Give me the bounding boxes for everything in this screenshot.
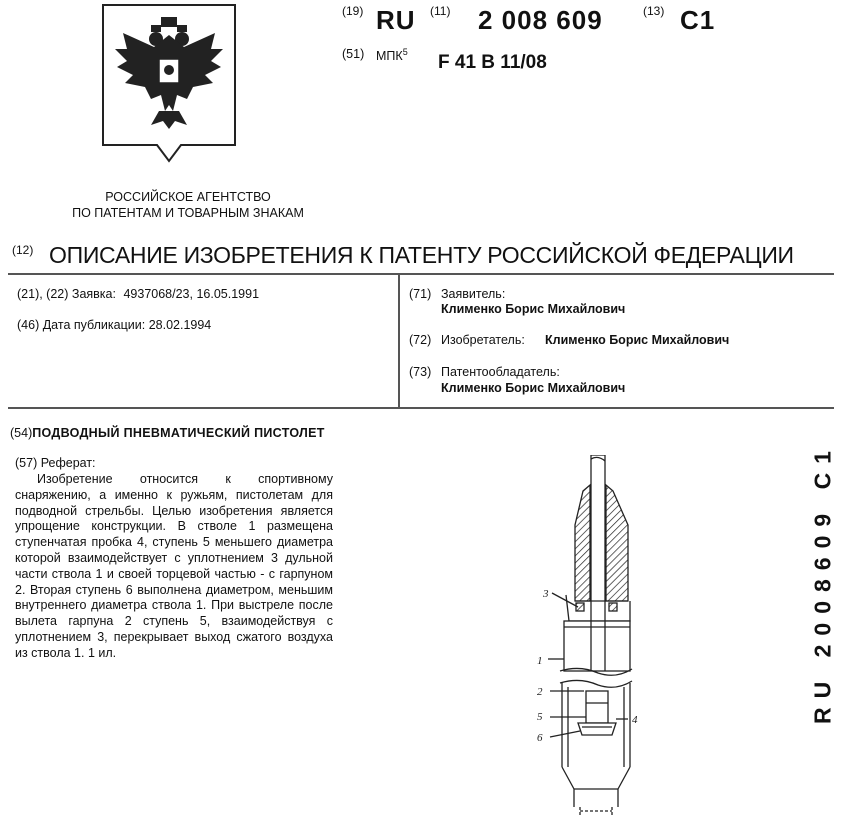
applicant-name: Клименко Борис Михайлович <box>441 302 626 316</box>
owner-label: Патентообладатель: <box>441 365 560 379</box>
application-field <box>17 287 259 301</box>
abstract-label: Реферат: <box>40 456 96 470</box>
agency-line-2: ПО ПАТЕНТАМ И ТОВАРНЫМ ЗНАКАМ <box>72 206 304 220</box>
inid-code-57: (57) <box>15 456 38 470</box>
abstract-text: Изобретение относится к спортивному снаряжению, а именно к ружьям, пистолетам для подводной стрельбы. Целью изобретения является упрощение конструкции. В стволе 1 размещена ступенчатая пробка 4, ступень 5 меньшего диаметра которой взаимодействует с уплотнением 3 дульной части ствола 1 и своей торцевой частью - с гарпуном 2. Вторая ступень 6 выполнена диаметром, меньшим внутреннего диаметра ствола 1. При выстреле после вылета гарпуна 2 ступень 5, взаимодействуя с уплотнением 3, перекрывает выход сжатого воздуха из ствола 1. 1 ил. <box>15 472 333 660</box>
owner-name: Клименко Борис Михайлович <box>441 381 626 395</box>
patent-number: 2 008 609 <box>478 5 603 35</box>
ipc-label: МПК$^5$ <box>376 47 408 64</box>
vertical-patent-id <box>803 418 843 748</box>
vertical-patent-id-text: RU 2008609 C1 <box>809 442 836 724</box>
country-code: RU <box>376 5 416 35</box>
publication-code: (46) <box>17 318 40 332</box>
column-divider <box>398 274 400 408</box>
application-code: (21), (22) <box>17 287 69 301</box>
inventor-code: (72) <box>409 333 432 347</box>
publication-value: 28.02.1994 <box>148 318 212 332</box>
agency-line-1: РОССИЙСКОЕ АГЕНТСТВО <box>105 190 271 204</box>
inid-code-11: (11) <box>430 4 451 18</box>
application-value: 4937068/23, 16.05.1991 <box>123 287 260 301</box>
application-label: Заявка: <box>71 287 116 301</box>
bottom-divider <box>8 407 834 409</box>
callout-2: 2 <box>537 686 543 698</box>
callout-5: 5 <box>537 711 543 723</box>
callout-6: 6 <box>537 732 543 744</box>
invention-title-field <box>10 426 325 440</box>
publication-field <box>17 318 211 332</box>
inid-code-51: (51) <box>342 47 365 61</box>
inid-code-12: (12) <box>12 243 34 257</box>
inid-code-19: (19) <box>342 4 364 18</box>
applicant-label: Заявитель: <box>441 287 506 301</box>
callout-4: 4 <box>632 714 638 726</box>
publication-label: Дата публикации: <box>42 318 146 332</box>
top-divider <box>8 273 834 275</box>
inid-code-54: (54) <box>10 426 33 440</box>
inventor-label: Изобретатель: <box>441 333 525 347</box>
applicant-code: (71) <box>409 287 432 301</box>
ipc-class: F 41 B 11/08 <box>438 52 547 73</box>
document-title: ОПИСАНИЕ ИЗОБРЕТЕНИЯ К ПАТЕНТУ РОССИЙСКОЙ ФЕДЕРАЦИИ <box>49 242 794 268</box>
owner-code: (73) <box>409 365 432 379</box>
invention-title: ПОДВОДНЫЙ ПНЕВМАТИЧЕСКИЙ ПИСТОЛЕТ <box>32 426 325 440</box>
abstract-heading <box>15 456 96 470</box>
pistol-drawing-figure <box>520 455 670 815</box>
inventor-name: Клименко Борис Михайлович <box>545 333 730 347</box>
inid-code-13: (13) <box>643 4 665 18</box>
emblem-coat-of-arms-icon <box>101 3 237 165</box>
kind-code: C1 <box>680 5 716 35</box>
callout-3: 3 <box>543 588 549 600</box>
agency-name <box>58 189 318 221</box>
callout-1: 1 <box>537 655 543 667</box>
